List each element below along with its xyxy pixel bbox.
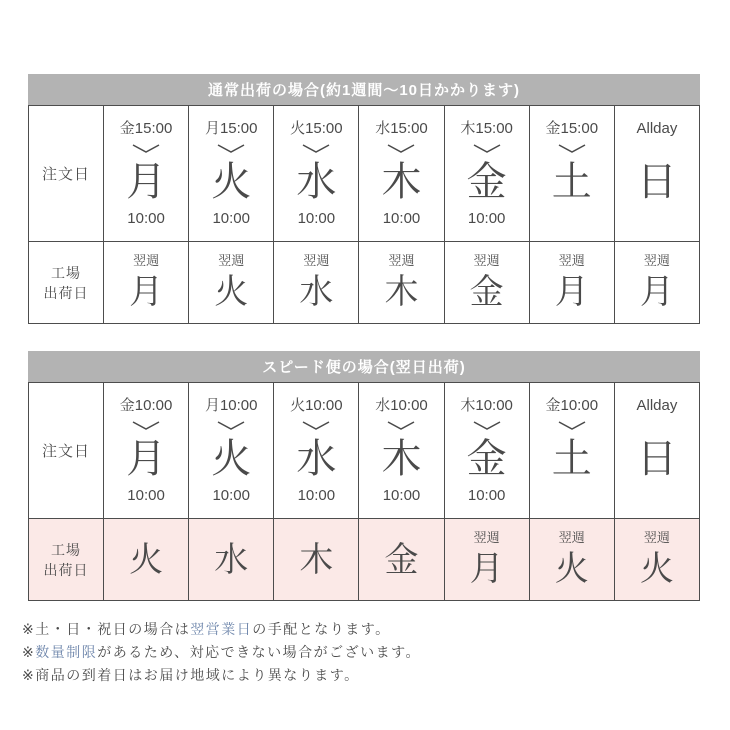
order-day: 月 xyxy=(126,160,167,204)
order-day-cell xyxy=(273,106,358,241)
note-link-next-business-day[interactable]: 翌営業日 xyxy=(190,621,253,637)
ship-next-week-label: 翌週 xyxy=(303,253,330,268)
chevron-down-icon xyxy=(472,418,502,433)
chevron-down-icon xyxy=(301,418,331,433)
speed-shipping-table xyxy=(28,351,700,601)
order-cutoff-time: 金10:00 xyxy=(545,397,599,414)
note-text: ※ xyxy=(22,644,36,660)
ship-next-week-label: 翌週 xyxy=(558,530,585,545)
order-day: 土 xyxy=(551,437,592,481)
order-day-row xyxy=(29,106,699,241)
order-day: 火 xyxy=(211,160,252,204)
order-day-cell xyxy=(529,106,614,241)
order-cutoff-time: Allday xyxy=(636,120,678,137)
order-day-cell xyxy=(103,106,188,241)
order-day: 金 xyxy=(466,160,507,204)
order-cutoff-time: 火10:00 xyxy=(290,397,343,414)
order-cutoff-time: 木10:00 xyxy=(460,397,513,414)
note-text: の手配となります。 xyxy=(252,621,391,637)
order-day: 木 xyxy=(381,437,422,481)
order-day-cell xyxy=(358,106,443,241)
chevron-down-icon xyxy=(216,141,246,156)
ship-day-cell xyxy=(358,519,443,600)
order-cutoff-time: 水10:00 xyxy=(375,397,428,414)
order-cutoff-time: 金15:00 xyxy=(119,120,173,137)
note-line-3 xyxy=(22,664,700,687)
ship-row-label-line1: 工場 xyxy=(51,541,81,558)
order-day: 水 xyxy=(296,437,337,481)
order-row-label: 注文日 xyxy=(41,166,90,183)
ship-day: 月 xyxy=(639,273,674,311)
ship-day-cell xyxy=(444,242,529,323)
order-day-cell xyxy=(188,106,273,241)
ship-row-label xyxy=(29,519,103,600)
note-line-1 xyxy=(22,618,700,641)
order-cutoff-time: 月10:00 xyxy=(204,397,258,414)
order-cutoff-time: 月15:00 xyxy=(204,120,258,137)
order-day: 火 xyxy=(211,437,252,481)
ship-day-cell xyxy=(358,242,443,323)
order-time: 10:00 xyxy=(127,487,165,504)
order-time: 10:00 xyxy=(382,210,421,227)
order-day-row xyxy=(29,383,699,518)
notes xyxy=(22,618,700,687)
ship-next-week-label: 翌週 xyxy=(558,253,585,268)
normal-shipping-grid xyxy=(28,105,700,324)
chevron-down-icon xyxy=(386,418,416,433)
ship-day-cell xyxy=(273,242,358,323)
table-gap xyxy=(28,324,700,351)
chevron-down-icon xyxy=(386,141,416,156)
factory-ship-row xyxy=(29,241,699,323)
ship-day: 木 xyxy=(384,273,419,311)
factory-ship-row-highlighted xyxy=(29,518,699,600)
order-day-cell xyxy=(444,106,529,241)
ship-day: 月 xyxy=(554,273,589,311)
note-text: があるため、対応できない場合がございます。 xyxy=(97,644,422,660)
note-link-quantity-limit[interactable]: 数量制限 xyxy=(35,644,98,660)
ship-day: 水 xyxy=(299,273,334,311)
order-day: 金 xyxy=(466,437,507,481)
order-cutoff-time: 金10:00 xyxy=(119,397,173,414)
order-day: 日 xyxy=(636,437,677,481)
ship-day: 水 xyxy=(214,540,249,579)
ship-next-week-label: 翌週 xyxy=(473,530,500,545)
ship-day-cell xyxy=(188,519,273,600)
shipping-schedule xyxy=(22,74,700,687)
order-day-cell xyxy=(103,383,188,518)
chevron-down-icon xyxy=(131,418,161,433)
order-day-cell xyxy=(444,383,529,518)
ship-day: 月 xyxy=(469,550,504,588)
speed-shipping-grid xyxy=(28,382,700,601)
note-text: ※土・日・祝日の場合は xyxy=(22,621,191,637)
ship-day-cell xyxy=(614,519,699,600)
ship-day-cell xyxy=(273,519,358,600)
ship-row-label-line2: 出荷日 xyxy=(43,284,89,301)
chevron-down-icon xyxy=(301,141,331,156)
ship-day-cell xyxy=(529,242,614,323)
ship-day: 月 xyxy=(129,273,164,311)
order-day: 土 xyxy=(551,160,592,204)
order-time: 10:00 xyxy=(382,487,421,504)
ship-day-cell xyxy=(529,519,614,600)
order-time: 10:00 xyxy=(212,487,250,504)
order-day: 日 xyxy=(636,160,677,204)
order-time: 10:00 xyxy=(297,487,336,504)
order-time: 10:00 xyxy=(467,487,506,504)
order-day-cell xyxy=(529,383,614,518)
order-day-cell xyxy=(358,383,443,518)
note-text: ※商品の到着日はお届け地域により異なります。 xyxy=(22,667,360,683)
ship-next-week-label: 翌週 xyxy=(473,253,500,268)
chevron-down-icon xyxy=(131,141,161,156)
order-time: 10:00 xyxy=(297,210,336,227)
note-line-2 xyxy=(22,641,700,664)
ship-day-cell xyxy=(103,242,188,323)
order-day-cell xyxy=(273,383,358,518)
order-day: 月 xyxy=(126,437,167,481)
order-cutoff-time: 火15:00 xyxy=(290,120,343,137)
ship-row-label-line2: 出荷日 xyxy=(43,561,89,578)
ship-day-cell xyxy=(614,242,699,323)
order-day-cell xyxy=(188,383,273,518)
order-cutoff-time: 木15:00 xyxy=(460,120,513,137)
order-day: 木 xyxy=(381,160,422,204)
chevron-down-icon xyxy=(216,418,246,433)
ship-day: 火 xyxy=(129,540,164,579)
ship-next-week-label: 翌週 xyxy=(133,253,160,268)
speed-shipping-title: スピード便の場合(翌日出荷) xyxy=(28,351,700,382)
order-cutoff-time: 水15:00 xyxy=(375,120,428,137)
ship-next-week-label: 翌週 xyxy=(218,253,245,268)
ship-day-cell xyxy=(444,519,529,600)
chevron-down-icon xyxy=(472,141,502,156)
ship-day: 火 xyxy=(214,273,249,311)
order-day: 水 xyxy=(296,160,337,204)
ship-day: 金 xyxy=(469,273,504,311)
normal-shipping-title: 通常出荷の場合(約1週間〜10日かかります) xyxy=(28,74,700,105)
ship-day: 火 xyxy=(639,550,674,588)
ship-day: 金 xyxy=(384,540,419,579)
order-time: 10:00 xyxy=(127,210,165,227)
order-cutoff-time: Allday xyxy=(636,397,678,414)
order-day-cell xyxy=(614,106,699,241)
order-row-label: 注文日 xyxy=(41,443,90,460)
order-day-cell xyxy=(614,383,699,518)
ship-row-label-line1: 工場 xyxy=(51,264,81,281)
normal-shipping-table xyxy=(28,74,700,324)
ship-day: 木 xyxy=(299,540,334,579)
chevron-down-icon xyxy=(557,141,587,156)
order-cutoff-time: 金15:00 xyxy=(545,120,599,137)
ship-day: 火 xyxy=(554,550,589,588)
order-time: 10:00 xyxy=(212,210,250,227)
ship-day-cell xyxy=(103,519,188,600)
order-time: 10:00 xyxy=(467,210,506,227)
ship-next-week-label: 翌週 xyxy=(643,530,670,545)
ship-day-cell xyxy=(188,242,273,323)
ship-next-week-label: 翌週 xyxy=(643,253,670,268)
ship-row-label xyxy=(29,242,103,323)
chevron-down-icon xyxy=(557,418,587,433)
ship-next-week-label: 翌週 xyxy=(388,253,415,268)
